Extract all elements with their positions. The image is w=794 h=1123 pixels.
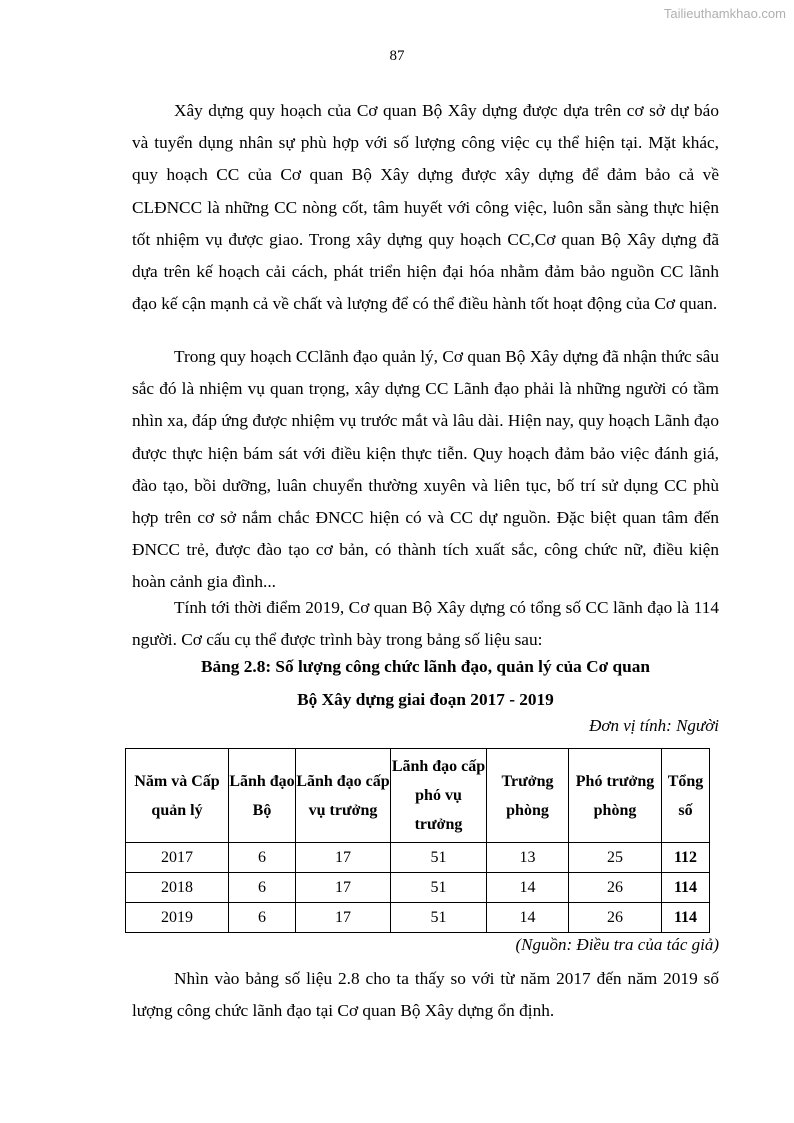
table-unit: Đơn vị tính: Người	[589, 716, 719, 735]
cell-year: 2018	[126, 873, 229, 903]
cell-value: 13	[487, 843, 569, 873]
cell-value: 17	[296, 873, 391, 903]
cell-year: 2019	[126, 903, 229, 933]
cell-value: 14	[487, 873, 569, 903]
cell-value: 17	[296, 843, 391, 873]
header-deputy-division-head: Phó trưởng phòng	[569, 749, 662, 843]
cell-total: 114	[662, 903, 710, 933]
header-ministry-leaders: Lãnh đạo Bộ	[229, 749, 296, 843]
cell-total: 112	[662, 843, 710, 873]
header-total: Tổng số	[662, 749, 710, 843]
cell-value: 51	[391, 873, 487, 903]
cell-value: 6	[229, 903, 296, 933]
watermark: Tailieuthamkhao.com	[663, 6, 786, 21]
header-division-head: Trưởng phòng	[487, 749, 569, 843]
paragraph-1: Xây dựng quy hoạch của Cơ quan Bộ Xây dựng được dựa trên cơ sở dự báo và tuyển dụng nhân sự phù hợp với số lượng công việc cụ thể hiện tại. Mặt khác, quy hoạch CC của Cơ quan Bộ Xây dựng được xây dựng để đảm bảo cả về CLĐNCC là những CC nòng cốt, tâm huyết với công việc, luôn sẵn sàng thực hiện tốt nhiệm vụ được giao. Trong xây dựng quy hoạch CC,Cơ quan Bộ Xây dựng đã dựa trên kế hoạch cải cách, phát triển hiện đại hóa nhằm đảm bảo nguồn CC lãnh đạo kế cận mạnh cả về chất và lượng để có thể điều hành tốt hoạt động của Cơ quan.	[132, 101, 719, 314]
header-year-level: Năm và Cấp quản lý	[126, 749, 229, 843]
cell-value: 51	[391, 903, 487, 933]
table-row	[126, 903, 710, 933]
table-source: (Nguồn: Điều tra của tác giả)	[515, 935, 719, 954]
leadership-table	[125, 748, 710, 933]
table-row	[126, 843, 710, 873]
table-row	[126, 873, 710, 903]
page-number: 87	[389, 48, 405, 64]
table-caption-line-1: Bảng 2.8: Số lượng công chức lãnh đạo, quản lý của Cơ quan	[201, 657, 650, 676]
cell-value: 17	[296, 903, 391, 933]
header-department-director: Lãnh đạo cấp vụ trưởng	[296, 749, 391, 843]
table-caption-line-2: Bộ Xây dựng giai đoạn 2017 - 2019	[297, 690, 554, 709]
paragraph-3: Tính tới thời điểm 2019, Cơ quan Bộ Xây dựng có tổng số CC lãnh đạo là 114 người. Cơ cấu cụ thể được trình bày trong bảng số liệu sau:	[132, 598, 719, 650]
paragraph-4: Nhìn vào bảng số liệu 2.8 cho ta thấy so với từ năm 2017 đến năm 2019 số lượng công chức lãnh đạo tại Cơ quan Bộ Xây dựng ổn định.	[132, 969, 719, 1021]
cell-value: 14	[487, 903, 569, 933]
cell-total: 114	[662, 873, 710, 903]
cell-value: 6	[229, 843, 296, 873]
cell-value: 6	[229, 873, 296, 903]
cell-value: 25	[569, 843, 662, 873]
table-header-row	[126, 749, 710, 843]
paragraph-2: Trong quy hoạch CClãnh đạo quản lý, Cơ quan Bộ Xây dựng đã nhận thức sâu sắc đó là nhiệm vụ quan trọng, xây dựng CC Lãnh đạo phải là những người có tầm nhìn xa, đáp ứng được nhiệm vụ trước mắt và lâu dài. Hiện nay, quy hoạch Lãnh đạo được thực hiện bám sát với điều kiện thực tiễn. Quy hoạch đảm bảo việc đánh giá, đào tạo, bồi dưỡng, luân chuyển thường xuyên và liên tục, bố trí sử dụng CC phù hợp trên cơ sở nắm chắc ĐNCC hiện có và CC dự nguồn. Đặc biệt quan tâm đến ĐNCC trẻ, được đào tạo cơ bản, có thành tích xuất sắc, công chức nữ, điều kiện hoàn cảnh gia đình...	[132, 347, 719, 592]
cell-value: 26	[569, 873, 662, 903]
cell-value: 51	[391, 843, 487, 873]
cell-year: 2017	[126, 843, 229, 873]
header-deputy-director: Lãnh đạo cấp phó vụ trưởng	[391, 749, 487, 843]
cell-value: 26	[569, 903, 662, 933]
